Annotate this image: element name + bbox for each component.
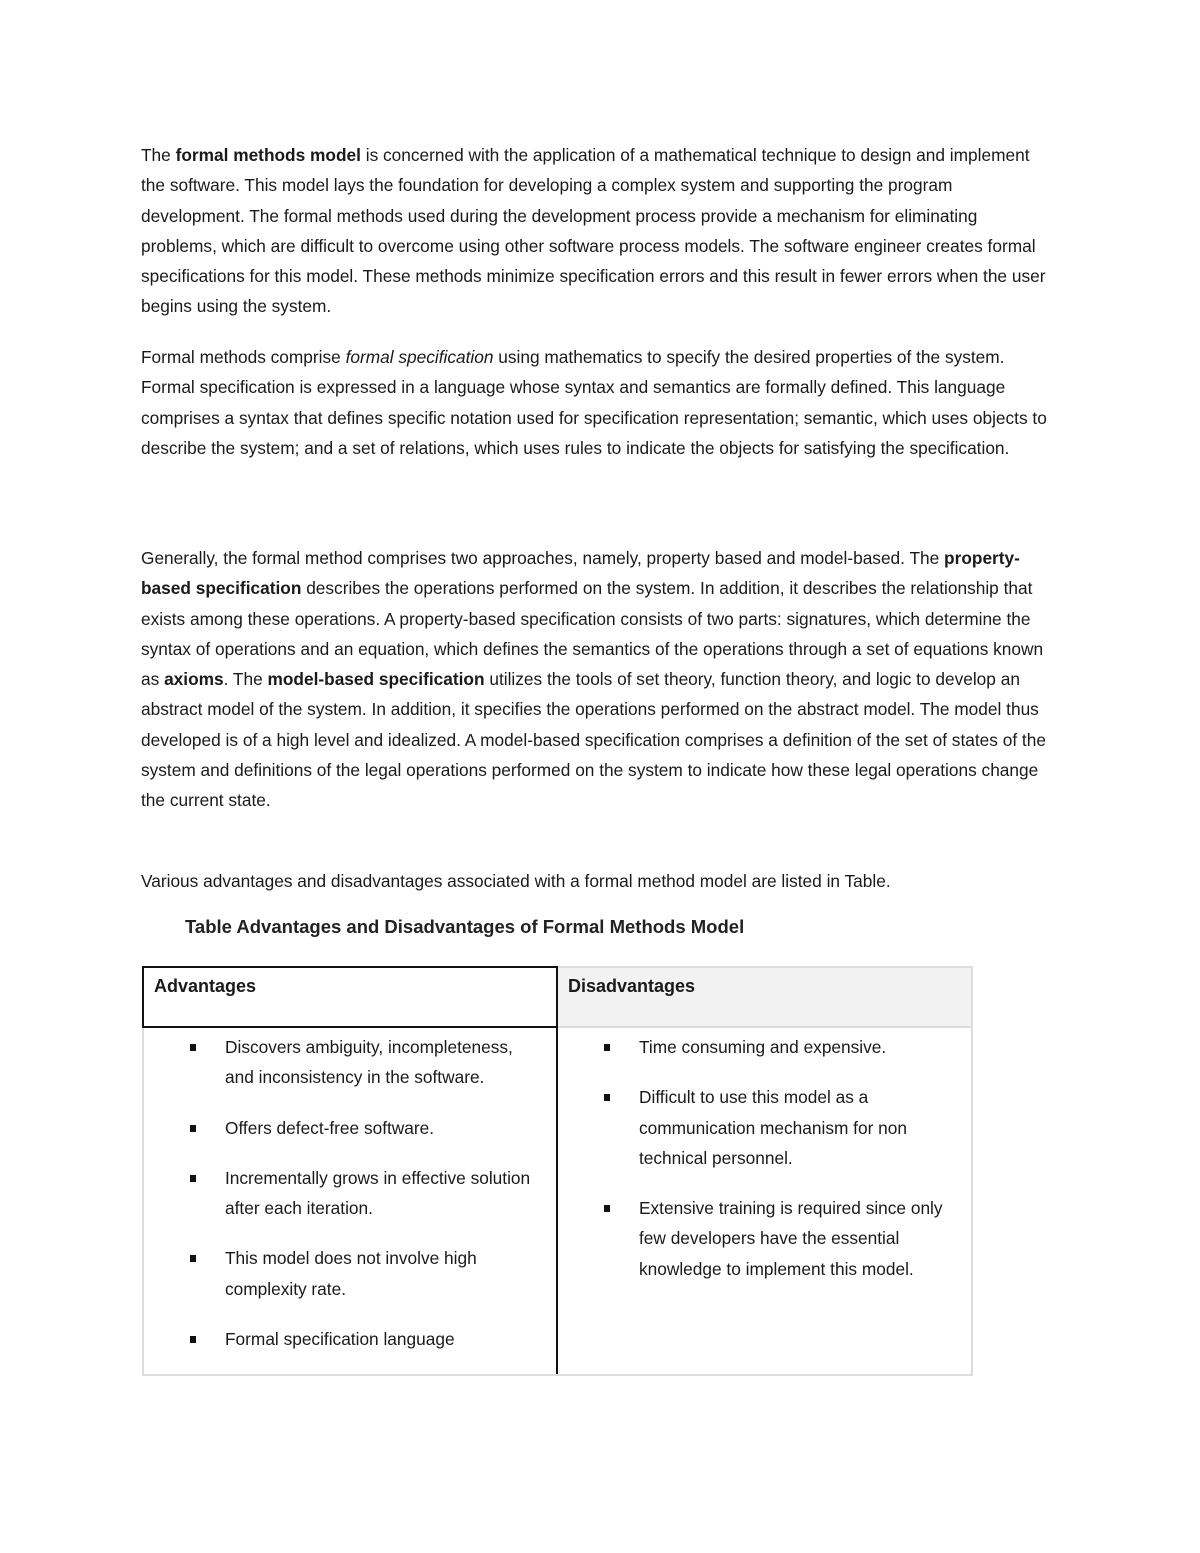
text: is concerned with the application of a mathematical technique to design and implement the software. This model lays the foundation for developing a complex system and supporting the program development. The formal methods used during the development process provide a mechanism for eliminating problems, which are difficult to overcome using other software process models. The software engineer creates formal specifications for this model. These methods minimize specification errors and this result in fewer errors when the user begins using the system. — [141, 145, 1046, 317]
text: The — [141, 145, 176, 165]
bold-term: axioms — [164, 669, 224, 690]
bold-term: property-based specification — [141, 548, 1020, 599]
bold-term: model-based specification — [267, 669, 485, 690]
list-item: Formal specification language — [154, 1324, 546, 1354]
text: . The — [223, 669, 268, 690]
header-advantages: Advantages — [143, 967, 557, 1027]
advantages-disadvantages-table — [142, 966, 973, 1376]
table-header-row — [143, 967, 972, 1027]
list-item: Incrementally grows in effective solution after each iteration. — [154, 1163, 546, 1224]
list-item: Time consuming and expensive. — [568, 1032, 961, 1062]
bold-term: formal methods model — [175, 145, 361, 165]
table-title: Table Advantages and Disadvantages of Formal Methods Model — [185, 916, 745, 937]
list-item: Extensive training is required since only few developers have the essential knowledge to implement this model. — [568, 1193, 961, 1284]
table-row — [143, 1027, 972, 1375]
list-item: Difficult to use this model as a communication mechanism for non technical personnel. — [568, 1082, 961, 1173]
text: describes the operations performed on the system. In addition, it describes the relationship that exists among these operations. A property-based specification consists of two parts: signatures, which determine the syntax of operations and an equation, which defines the semantics of the operations through a set of equations known as — [141, 578, 1044, 690]
text: using mathematics to specify the desired properties of the system. Formal specification is expressed in a language whose syntax and semantics are formally defined. This language comprises a syntax that defines specific notation used for specification representation; semantic, which uses objects to describe the system; and a set of relations, which uses rules to indicate the objects for satisfying the specification. — [141, 347, 1047, 458]
list-item: Discovers ambiguity, incompleteness, and inconsistency in the software. — [154, 1032, 546, 1093]
paragraph-table-intro: Various advantages and disadvantages associated with a formal method model are listed in Table. — [141, 871, 891, 891]
text: Generally, the formal method comprises two approaches, namely, property based and model-based. The — [141, 548, 945, 568]
list-item: This model does not involve high complexity rate. — [154, 1243, 546, 1304]
disadvantages-cell — [557, 1027, 972, 1375]
disadvantages-list — [568, 1032, 961, 1284]
advantages-cell — [143, 1027, 557, 1375]
paragraph-formal-methods-intro — [141, 140, 1051, 322]
list-item: Offers defect-free software. — [154, 1113, 546, 1143]
text: utilizes the tools of set theory, function theory, and logic to develop an abstract model of the system. In addition, it specifies the operations performed on the abstract model. The model thus developed is of a high level and idealized. A model-based specification comprises a definition of the set of states of the system and definitions of the legal operations performed on the system to indicate how these legal operations change the current state. — [141, 669, 1046, 811]
paragraph-formal-specification — [141, 342, 1051, 463]
paragraph-approaches — [141, 543, 1051, 816]
italic-term: formal specification — [345, 347, 494, 367]
text: Formal methods comprise — [141, 347, 346, 367]
header-disadvantages: Disadvantages — [557, 967, 972, 1027]
advantages-list — [154, 1032, 546, 1354]
